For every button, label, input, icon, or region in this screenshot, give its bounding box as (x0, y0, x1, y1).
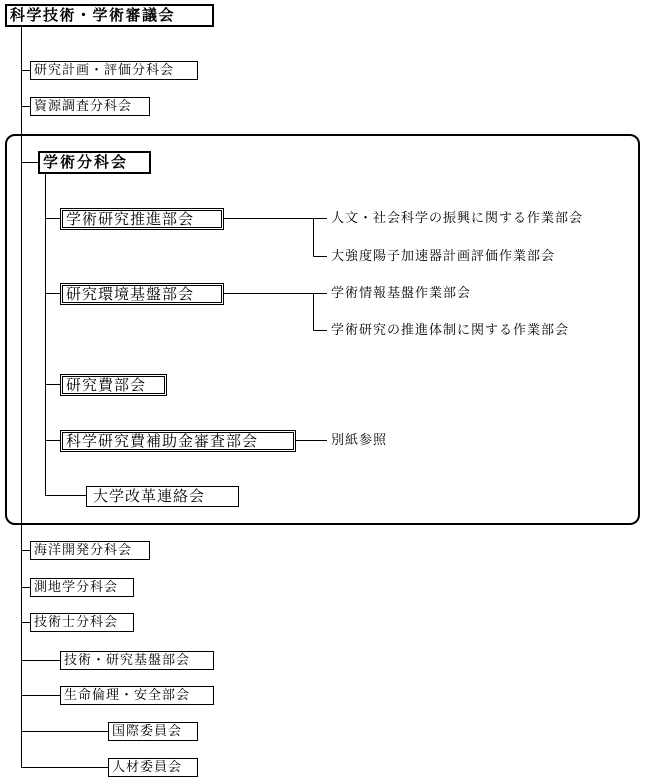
committee-geodesy[interactable] (30, 578, 134, 597)
committee-human-resources[interactable] (108, 758, 198, 777)
committee-research-planning[interactable] (30, 61, 198, 80)
working-group-info-infrastructure[interactable]: 学術情報基盤作業部会 (331, 286, 472, 301)
committee-label: 技術士分科会 (34, 615, 119, 630)
working-group-humanities[interactable]: 人文・社会科学の振興に関する作業部会 (331, 211, 584, 226)
committee-label: 海洋開発分科会 (34, 543, 133, 558)
committee-label: 人材委員会 (112, 760, 183, 775)
university-reform-liaison[interactable] (86, 486, 239, 507)
working-group-accelerator[interactable]: 大強度陽子加速器計画評価作業部会 (331, 249, 556, 264)
division-research-promotion[interactable] (60, 208, 224, 230)
gakujutsu-committee-box[interactable] (38, 151, 151, 174)
division-label: 研究費部会 (66, 375, 147, 394)
root-council-box[interactable] (5, 4, 214, 27)
division-label: 技術・研究基盤部会 (64, 653, 191, 668)
root-council-label: 科学技術・学術審議会 (10, 6, 176, 24)
division-research-funding[interactable] (60, 374, 167, 396)
division-tech-research-base[interactable] (60, 651, 214, 670)
working-group-promotion-system[interactable]: 学術研究の推進体制に関する作業部会 (331, 323, 570, 338)
division-label: 学術研究推進部会 (66, 209, 195, 228)
committee-label: 測地学分科会 (34, 580, 119, 595)
committee-ocean[interactable] (30, 541, 150, 560)
committee-resources[interactable] (30, 97, 150, 116)
committee-label: 資源調査分科会 (34, 99, 133, 114)
division-label: 研究環境基盤部会 (66, 284, 195, 303)
grant-review-note[interactable]: 別紙参照 (331, 433, 388, 448)
committee-label: 国際委員会 (112, 724, 183, 739)
committee-label: 研究計画・評価分科会 (34, 63, 175, 78)
gakujutsu-label: 学術分科会 (43, 153, 129, 171)
division-grant-review[interactable] (60, 430, 296, 452)
committee-international[interactable] (108, 722, 198, 741)
division-label: 生命倫理・安全部会 (64, 688, 191, 703)
division-bioethics-safety[interactable] (60, 686, 214, 705)
division-research-environment[interactable] (60, 283, 224, 305)
liaison-label: 大学改革連絡会 (93, 487, 206, 505)
committee-engineer[interactable] (30, 613, 134, 632)
division-label: 科学研究費補助金審査部会 (66, 431, 259, 450)
